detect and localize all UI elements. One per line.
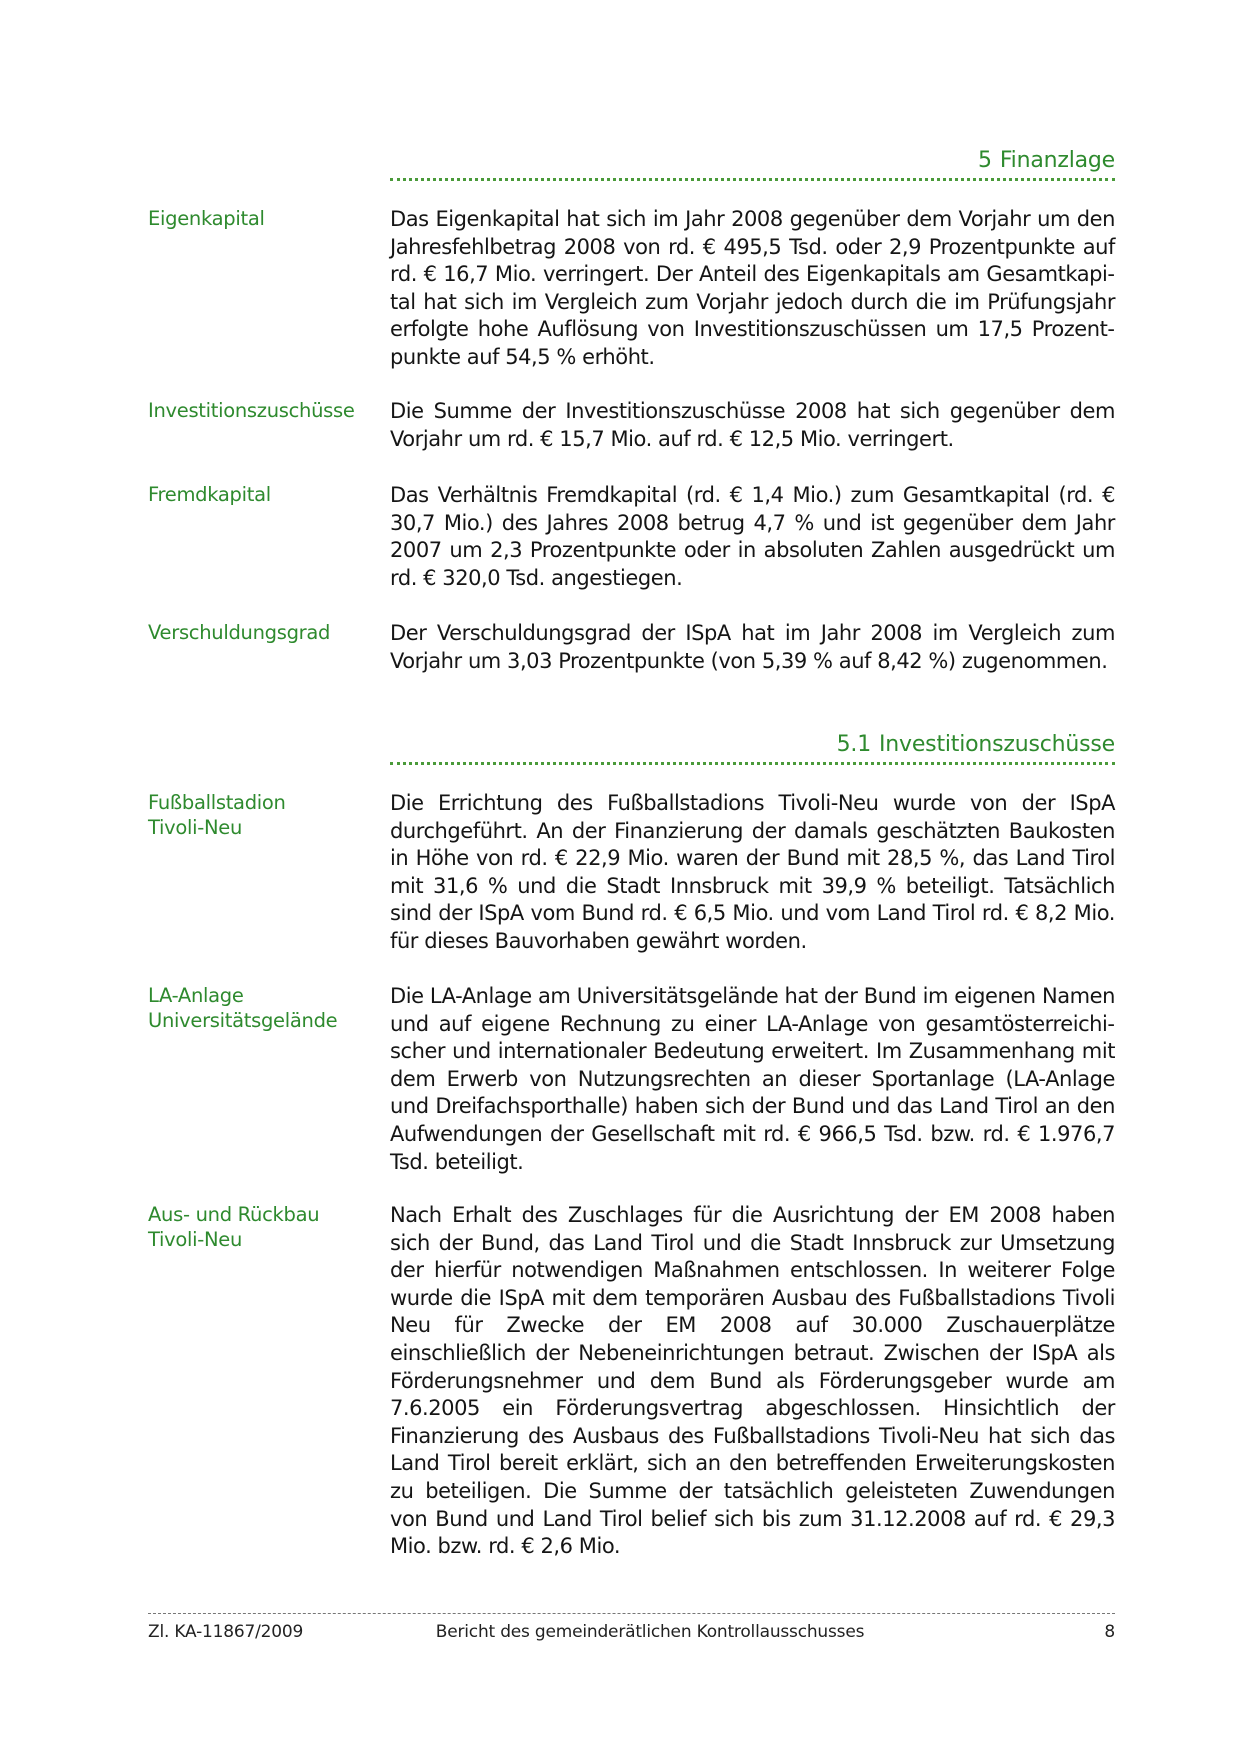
subsection-divider <box>390 762 1115 765</box>
margin-label-verschuldungsgrad: Verschuldungsgrad <box>148 621 331 644</box>
subsection-heading <box>390 732 1115 757</box>
section-number: 5 <box>978 148 992 173</box>
section-heading <box>390 148 1115 173</box>
section-divider <box>390 178 1115 181</box>
subsection-number: 5.1 <box>836 732 871 757</box>
footer-title: Bericht des gemeinderätlichen Kontrollausschusses <box>435 1622 865 1642</box>
paragraph-fussballstadion: Die Errichtung des Fußballstadions Tivoli-Neu wurde von der ISpA durchgeführt. An der Finanzierung der damals geschätzten Baukosten in Höhe von rd. € 22,9 Mio. waren der Bund mit 28,5 %, das Land Tirol mit 31,6 % und die Stadt Innsbruck mit 39,9 % beteiligt. Tatsächlich sind der ISpA vom Bund rd. € 6,5 Mio. und vom Land Tirol rd. € 8,2 Mio. für dieses Bauvorhaben gewährt worden. <box>390 791 1115 953</box>
margin-label-investitionszuschuesse: Investitionszuschüsse <box>148 399 355 422</box>
footer-divider <box>148 1613 1115 1614</box>
margin-label-la-anlage: LA-Anlage Universitätsgelände <box>148 984 338 1032</box>
subsection-title: Investitionszuschüsse <box>879 732 1115 757</box>
margin-label-fussballstadion: Fußballstadion Tivoli-Neu <box>148 791 286 839</box>
footer-reference: Zl. KA-11867/2009 <box>148 1622 304 1642</box>
section-title: Finanzlage <box>999 148 1115 173</box>
margin-label-aus-und-rueckbau: Aus- und Rückbau Tivoli-Neu <box>148 1203 320 1251</box>
paragraph-verschuldungsgrad: Der Verschuldungsgrad der ISpA hat im Jahr 2008 im Vergleich zum Vorjahr um 3,03 Prozentpunkte (von 5,39 % auf 8,42 %) zugenommen. <box>390 621 1115 673</box>
margin-label-eigenkapital: Eigenkapital <box>148 207 265 230</box>
paragraph-la-anlage: Die LA-Anlage am Universitätsgelände hat der Bund im eigenen Namen und auf eigene Rechnung zu einer LA-Anlage von gesamtösterreichischer und internationaler Bedeutung erweitert. Im Zusammenhang mit dem Erwerb von Nutzungsrechten an dieser Sportanlage (LA-Anlage und Dreifachsporthalle) haben sich der Bund und das Land Tirol an den Aufwendungen der Gesellschaft mit rd. € 966,5 Tsd. bzw. rd. € 1.976,7 Tsd. beteiligt. <box>390 984 1115 1174</box>
paragraph-eigenkapital: Das Eigenkapital hat sich im Jahr 2008 gegenüber dem Vorjahr um den Jahresfehlbetrag 2008 von rd. € 495,5 Tsd. oder 2,9 Prozentpunkte auf rd. € 16,7 Mio. verringert. Der Anteil des Eigenkapitals am Gesamtkapital hat sich im Vergleich zum Vorjahr jedoch durch die im Prüfungsjahr erfolgte hohe Auflösung von Investitionszuschüssen um 17,5 Prozentpunkte auf 54,5 % erhöht. <box>390 207 1115 369</box>
margin-label-fremdkapital: Fremdkapital <box>148 483 271 506</box>
paragraph-investitionszuschuesse: Die Summe der Investitionszuschüsse 2008 hat sich gegenüber dem Vorjahr um rd. € 15,7 Mio. auf rd. € 12,5 Mio. verringert. <box>390 399 1115 451</box>
page-number: 8 <box>1104 1622 1115 1642</box>
paragraph-fremdkapital: Das Verhältnis Fremdkapital (rd. € 1,4 Mio.) zum Gesamtkapital (rd. € 30,7 Mio.) des Jahres 2008 betrug 4,7 % und ist gegenüber dem Jahr 2007 um 2,3 Prozentpunkte oder in absoluten Zahlen ausgedrückt um rd. € 320,0 Tsd. angestiegen. <box>390 483 1115 590</box>
paragraph-aus-und-rueckbau: Nach Erhalt des Zuschlages für die Ausrichtung der EM 2008 haben sich der Bund, das Land Tirol und die Stadt Innsbruck zur Umsetzung der hierfür notwendigen Maßnahmen entschlossen. In weiterer Folge wurde die ISpA mit dem temporären Ausbau des Fußballstadions Tivoli Neu für Zwecke der EM 2008 auf 30.000 Zuschauerplätze einschließlich der Nebeneinrichtungen betraut. Zwischen der ISpA als Förderungsnehmer und dem Bund als Förderungsgeber wurde am 7.6.2005 ein Förderungsvertrag abgeschlossen. Hinsichtlich der Finanzierung des Ausbaus des Fußballstadions Tivoli-Neu hat sich das Land Tirol bereit erklärt, sich an den betreffenden Erweiterungskosten zu beteiligen. Die Summe der tatsächlich geleisteten Zuwendungen von Bund und Land Tirol belief sich bis zum 31.12.2008 auf rd. € 29,3 Mio. bzw. rd. € 2,6 Mio. <box>390 1203 1115 1559</box>
